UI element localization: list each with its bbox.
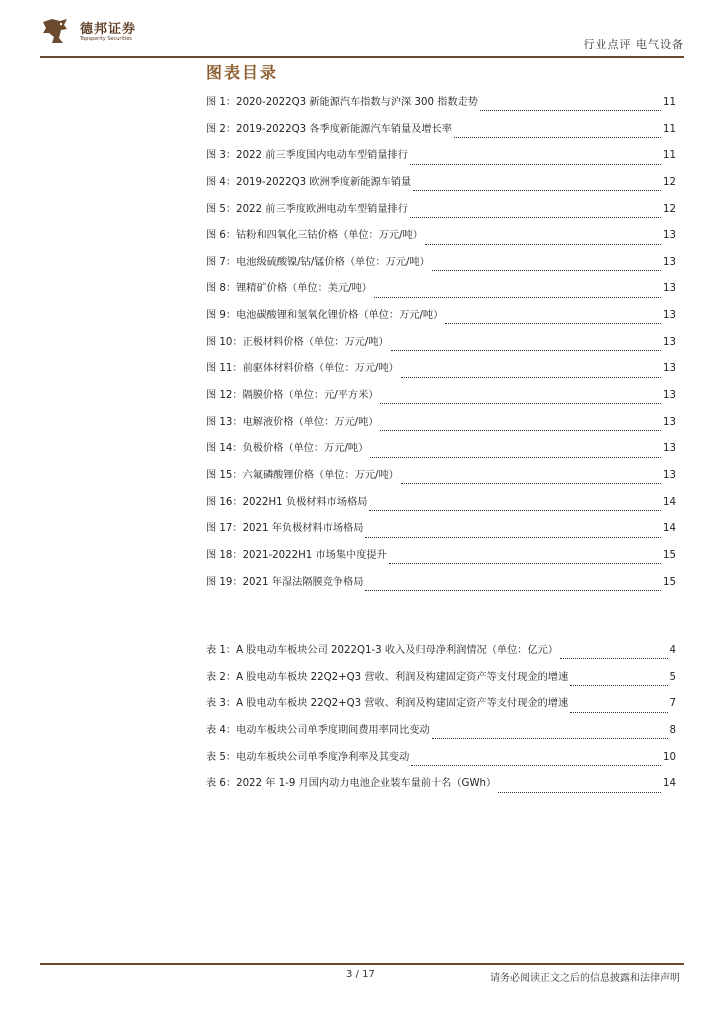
dot-leader	[432, 269, 661, 271]
dot-leader	[370, 456, 661, 458]
figure-entry[interactable]	[206, 200, 676, 227]
figure-entry[interactable]	[206, 120, 676, 147]
dot-leader	[410, 216, 661, 218]
figure-page: 13	[663, 310, 676, 322]
figure-label: 图 6：钴粉和四氧化三钴价格（单位：万元/吨）	[206, 230, 423, 242]
figure-entry[interactable]	[206, 146, 676, 173]
figure-page: 13	[663, 443, 676, 455]
figure-page: 13	[663, 283, 676, 295]
figure-page: 13	[663, 390, 676, 402]
dot-leader	[570, 711, 667, 713]
toc-title: 图表目录	[206, 63, 279, 82]
dot-leader	[413, 189, 661, 191]
figure-label: 图 4：2019-2022Q3 欧洲季度新能源车销量	[206, 176, 412, 188]
figure-label: 图 3：2022 前三季度国内电动车型销量排行	[206, 150, 408, 162]
header-divider	[40, 56, 684, 58]
company-logo	[40, 16, 240, 48]
table-label: 表 3：A 股电动车板块 22Q2+Q3 营收、利润及构建固定资产等支付现金的增速	[206, 698, 569, 710]
dot-leader	[391, 349, 661, 351]
dot-leader	[374, 296, 661, 298]
figure-label: 图 9：电池碳酸锂和氢氧化锂价格（单位：万元/吨）	[206, 310, 444, 322]
dot-leader	[380, 402, 661, 404]
figure-entry[interactable]	[206, 493, 676, 520]
figure-page: 14	[663, 496, 676, 508]
company-logo-icon	[40, 16, 70, 46]
page-number: 3 / 17	[346, 969, 375, 980]
dot-leader	[560, 657, 667, 659]
figure-label: 图 14：负极价格（单位：万元/吨）	[206, 443, 369, 455]
dot-leader	[411, 764, 661, 766]
dot-leader	[480, 109, 661, 111]
page-header	[0, 0, 724, 62]
figure-label: 图 11：前驱体材料价格（单位：万元/吨）	[206, 363, 399, 375]
table-label: 表 1：A 股电动车板块公司 2022Q1-3 收入及归母净利润情况（单位：亿元）	[206, 645, 559, 656]
figure-page: 15	[663, 576, 676, 588]
dot-leader	[369, 509, 661, 511]
table-page: 10	[663, 751, 676, 763]
figure-entry[interactable]	[206, 359, 676, 386]
figure-entry[interactable]	[206, 306, 676, 333]
dot-leader	[365, 536, 661, 538]
table-entry[interactable]	[206, 668, 676, 695]
figure-page: 14	[663, 523, 676, 535]
figure-page: 15	[663, 549, 676, 561]
dot-leader	[432, 737, 668, 739]
figure-entry[interactable]	[206, 546, 676, 573]
figure-page: 12	[663, 176, 676, 188]
figure-label: 图 7：电池级硫酸镍/钴/锰价格（单位：万元/吨）	[206, 256, 430, 268]
figure-label: 图 5：2022 前三季度欧洲电动车型销量排行	[206, 203, 408, 215]
table-entry[interactable]	[206, 694, 676, 721]
figure-label: 图 15：六氟磷酸锂价格（单位：万元/吨）	[206, 469, 399, 481]
table-entry[interactable]	[206, 774, 676, 801]
figure-entry[interactable]	[206, 253, 676, 280]
figure-entry[interactable]	[206, 226, 676, 253]
table-label: 表 6：2022 年 1-9 月国内动力电池企业装车量前十名（GWh）	[206, 778, 497, 790]
table-page: 7	[669, 698, 676, 710]
figure-page: 13	[663, 469, 676, 481]
dot-leader	[425, 243, 661, 245]
figure-page: 13	[663, 256, 676, 268]
figure-label: 图 8：锂精矿价格（单位：美元/吨）	[206, 283, 372, 295]
figure-page: 11	[663, 150, 676, 162]
figure-label: 图 13：电解液价格（单位：万元/吨）	[206, 416, 379, 428]
report-category: 行业点评 电气设备	[583, 38, 684, 51]
legal-disclaimer: 请务必阅读正文之后的信息披露和法律声明	[490, 973, 680, 984]
dot-leader	[570, 684, 667, 686]
footer-divider	[40, 963, 684, 965]
figure-entry[interactable]	[206, 519, 676, 546]
table-list	[206, 641, 676, 801]
figure-entry[interactable]	[206, 93, 676, 120]
dot-leader	[454, 136, 661, 138]
company-name-cn: 德邦证券	[80, 22, 137, 37]
figure-page: 13	[663, 416, 676, 428]
figure-entry[interactable]	[206, 386, 676, 413]
table-label: 表 5：电动车板块公司单季度净利率及其变动	[206, 751, 410, 763]
table-entry[interactable]	[206, 748, 676, 775]
figure-entry[interactable]	[206, 413, 676, 440]
figure-entry[interactable]	[206, 573, 676, 600]
table-page: 8	[669, 724, 676, 736]
table-label: 表 2：A 股电动车板块 22Q2+Q3 营收、利润及构建固定资产等支付现金的增速	[206, 671, 569, 683]
table-page: 4	[669, 645, 676, 656]
dot-leader	[445, 322, 661, 324]
figure-entry[interactable]	[206, 439, 676, 466]
figure-list	[206, 93, 676, 599]
figure-label: 图 10：正极材料价格（单位：万元/吨）	[206, 336, 389, 348]
figure-label: 图 19：2021 年湿法隔膜竞争格局	[206, 576, 364, 588]
figure-label: 图 12：隔膜价格（单位：元/平方米）	[206, 390, 379, 402]
dot-leader	[401, 376, 661, 378]
company-name-en: Topsperity Securities	[80, 36, 132, 42]
figure-entry[interactable]	[206, 333, 676, 360]
figure-page: 11	[663, 97, 676, 108]
table-label: 表 4：电动车板块公司单季度期间费用率同比变动	[206, 724, 430, 736]
figure-page: 13	[663, 363, 676, 375]
dot-leader	[498, 791, 661, 793]
table-page: 14	[663, 778, 676, 790]
dot-leader	[389, 562, 661, 564]
table-page: 5	[669, 671, 676, 683]
figure-entry[interactable]	[206, 279, 676, 306]
figure-page: 13	[663, 336, 676, 348]
figure-label: 图 2：2019-2022Q3 各季度新能源汽车销量及增长率	[206, 123, 452, 135]
table-entry[interactable]	[206, 641, 676, 668]
figure-label: 图 16：2022H1 负极材料市场格局	[206, 496, 368, 508]
figure-entry[interactable]	[206, 173, 676, 200]
dot-leader	[380, 429, 661, 431]
table-entry[interactable]	[206, 721, 676, 748]
figure-page: 12	[663, 203, 676, 215]
figure-page: 13	[663, 230, 676, 242]
figure-label: 图 17：2021 年负极材料市场格局	[206, 523, 364, 535]
figure-entry[interactable]	[206, 466, 676, 493]
dot-leader	[365, 589, 661, 591]
figure-label: 图 18：2021-2022H1 市场集中度提升	[206, 549, 387, 561]
dot-leader	[410, 163, 661, 165]
dot-leader	[401, 482, 661, 484]
figure-label: 图 1：2020-2022Q3 新能源汽车指数与沪深 300 指数走势	[206, 97, 478, 108]
figure-page: 11	[663, 123, 676, 135]
